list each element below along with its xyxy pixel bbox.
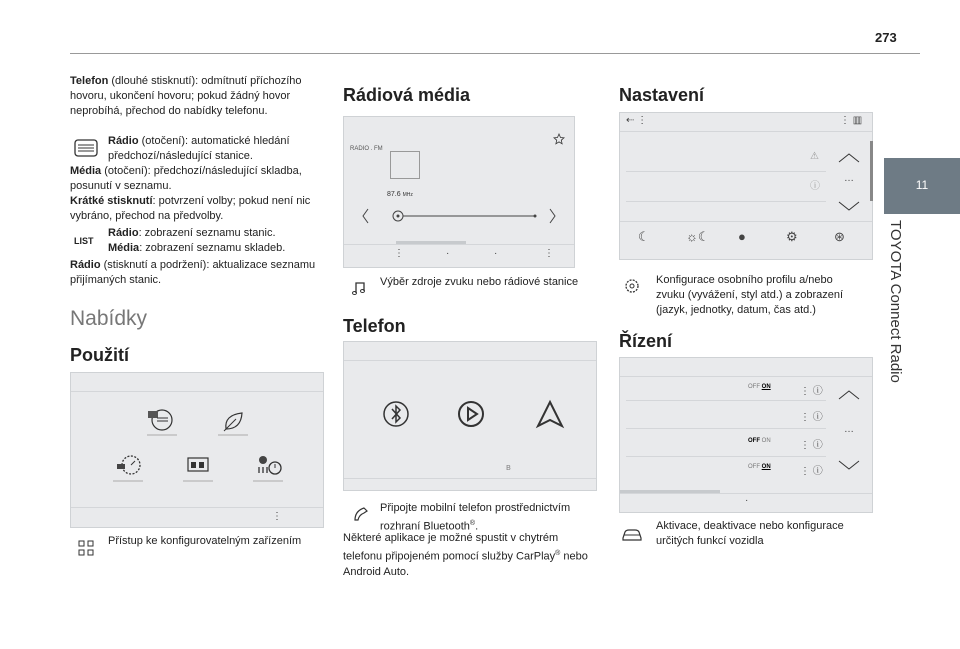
- tuning-slider[interactable]: [360, 205, 560, 229]
- heading-menus: Nabídky: [70, 307, 148, 330]
- page-number: 273: [875, 30, 897, 45]
- scroll-down-icon[interactable]: [838, 460, 860, 470]
- settings-caption-first: Konfigurace osobního profilu a/nebo zvuku (vyvážení, styl atd.) a zobrazení (jazyk, jednotky, datum, čas atd.): [656, 274, 844, 316]
- paragraph-phone: Telefon (dlouhé stisknutí): odmítnutí příchozího hovoru, ukončení hovoru; pokud žádný hovor neprobíhá, přechod do nabídky telefonu.: [70, 75, 302, 117]
- chapter-tab[interactable]: 11: [884, 158, 960, 212]
- paragraph-list-radio: Rádio: zobrazení seznamu stanic.: [108, 227, 276, 239]
- music-note-icon: [351, 280, 367, 296]
- scroll-up-icon[interactable]: [838, 390, 860, 400]
- settings-screen: ⇠ ⋮ ⋮ ▥ ⚠ ⓘ … ☾ ☼☾ ● ⚙ ⊛: [619, 112, 873, 260]
- info-icon[interactable]: ⋮ ⓘ: [800, 412, 823, 423]
- apps-card-icon[interactable]: [181, 453, 215, 483]
- paragraph-radio: Rádio (otočení): automatické hledání předchozí/následující stanice.: [108, 135, 290, 162]
- paragraph-radio-hold: Rádio (stisknutí a podržení): aktualizace seznamu přijímaných stanic.: [70, 259, 316, 286]
- more-options-icon[interactable]: ⋮: [544, 248, 554, 259]
- heading-phone: Telefon: [343, 316, 406, 336]
- paragraph-short-press: Krátké stisknutí: potvrzení volby; pokud není nic vybráno, přechod na předvolby.: [70, 195, 311, 222]
- info-icon[interactable]: ⋮ ⓘ: [800, 466, 823, 477]
- paragraph-media: Média (otočení): předchozí/následující skladba, posunutí v seznamu.: [70, 165, 302, 192]
- scroll-down-icon[interactable]: [838, 201, 860, 211]
- more-options-icon[interactable]: ⋮: [272, 511, 282, 522]
- bluetooth-icon[interactable]: [380, 398, 412, 430]
- menu-grid-icon: [78, 540, 94, 556]
- radio-screen: RADIO . FM 87.6 MHz ⋮ · · ⋮: [343, 116, 575, 268]
- info-icon[interactable]: ⋮ ⓘ: [800, 440, 823, 451]
- night-mode-icon[interactable]: ☾: [638, 229, 650, 244]
- scroll-up-icon[interactable]: [838, 153, 860, 163]
- settings-icon[interactable]: ⚙: [786, 229, 798, 244]
- toggle-1[interactable]: OFF ON: [748, 384, 771, 390]
- eco-leaf-icon[interactable]: [216, 407, 250, 437]
- usage-caption: Přístup ke konfigurovatelným zařízením: [108, 535, 302, 547]
- carplay-icon[interactable]: [455, 398, 487, 430]
- station-artwork: [390, 151, 420, 179]
- scrollbar[interactable]: [870, 141, 873, 201]
- paragraph-list-media: Média: zobrazení seznamu skladeb.: [108, 242, 286, 254]
- heading-usage: Použití: [70, 345, 129, 365]
- trash-icon[interactable]: ⋮ ▥: [840, 115, 863, 126]
- driving-screen: OFF ON ⋮ ⓘ ⋮ ⓘ OFF ON ⋮ ⓘ OFF ON ⋮ ⓘ … ·: [619, 357, 873, 513]
- brightness-icon[interactable]: ☼☾: [686, 229, 710, 244]
- star-icon[interactable]: [553, 133, 565, 145]
- chapter-title: TOYOTA Connect Radio: [887, 220, 904, 383]
- chapter-tab-line: [884, 212, 960, 214]
- phone-icon: [352, 505, 370, 523]
- bluetooth-status-icon: ʙ: [506, 462, 511, 472]
- toggle-4[interactable]: OFF ON: [748, 464, 771, 470]
- heating-timer-icon[interactable]: [251, 453, 285, 483]
- profile-icon[interactable]: ●: [738, 229, 746, 244]
- android-auto-icon[interactable]: [534, 398, 566, 430]
- frequency-value: 87.6 MHz: [387, 191, 413, 198]
- driving-caption: Aktivace, deaktivace nebo konfigurace určitých funkcí vozidla: [656, 520, 844, 547]
- toggle-3[interactable]: OFF ON: [748, 438, 771, 444]
- voice-bubble-icon[interactable]: [145, 407, 179, 437]
- climate-dial-icon[interactable]: [111, 453, 145, 483]
- heading-driving: Řízení: [619, 331, 673, 351]
- sound-icon[interactable]: ⊛: [834, 229, 845, 244]
- back-arrow-icon[interactable]: ⇠ ⋮: [626, 115, 648, 126]
- phone-caption-part1: Připojte mobilní telefon prostřednictvím rozhraní Bluetooth®.: [380, 502, 571, 533]
- heading-settings: Nastavení: [619, 85, 705, 105]
- car-icon: [621, 527, 643, 543]
- radio-band-label: RADIO . FM: [350, 146, 383, 152]
- usage-screen: [70, 372, 324, 528]
- list-button-label: LIST: [74, 236, 94, 246]
- info-icon[interactable]: ⋮ ⓘ: [800, 386, 823, 397]
- radio-icon: [74, 139, 98, 157]
- settings-gear-icon: [623, 277, 641, 295]
- top-rule: [70, 53, 920, 54]
- radio-caption: Výběr zdroje zvuku nebo rádiové stanice: [380, 276, 579, 288]
- phone-screen: [343, 341, 597, 491]
- heading-radio-media: Rádiová média: [343, 85, 471, 105]
- list-icon[interactable]: ⋮: [394, 248, 404, 259]
- phone-caption-part2: Některé aplikace je možné spustit v chytrém telefonu připojeném pomocí služby CarPlay® nebo Android Auto.: [343, 532, 588, 578]
